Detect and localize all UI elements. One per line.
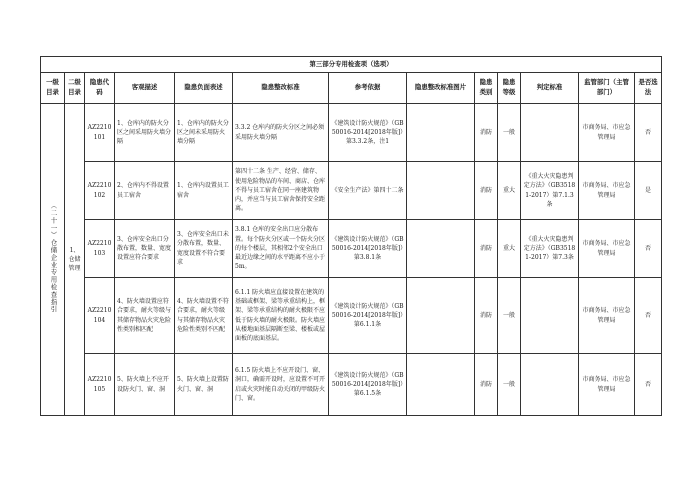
row-level: 一般 [498, 104, 521, 162]
row-negative: 3、仓库安全出口未分散布置，数量、宽度设置不符合要求 [175, 220, 233, 278]
row-standard: 3.3.2 仓库内的防火分区之间必须采用防火墙分隔 [233, 104, 329, 162]
row-department: 市商务局、市应急管理局 [579, 278, 635, 354]
header-level: 隐患等级 [498, 73, 521, 104]
row-negative: 4、防火墙设置不符合要求，耐火等级与其储存物品火灾危险性类别不匹配 [175, 278, 233, 354]
row-basis: 《建筑设计防火规范》（GB 50016-2014[2018年版]）第3.8.1条 [329, 220, 407, 278]
row-standard: 6.1.5 防火墙上不应开设门、窗、洞口，确需开设时，应设置不可开启或火灾时能自动关闭的甲级防火门、窗。 [233, 354, 329, 416]
row-code: AZ2210103 [85, 220, 115, 278]
row-image [407, 220, 475, 278]
row-code: AZ2210102 [85, 162, 115, 220]
table-row [41, 278, 662, 354]
row-description: 3、仓库安全出口分散布置，数量、宽度设置应符合要求 [115, 220, 175, 278]
table-row [41, 104, 662, 162]
header-basis: 参考依据 [329, 73, 407, 104]
header-category: 隐患类别 [475, 73, 498, 104]
inspection-table [40, 56, 662, 416]
level2-cell [65, 104, 85, 416]
header-criteria: 判定标准 [521, 73, 579, 104]
row-criteria: 《重大火灾隐患判定方法》（GB35181-2017）第7.3条 [521, 220, 579, 278]
row-category: 消防 [475, 162, 498, 220]
table-row [41, 354, 662, 416]
row-basis: 《建筑设计防火规范》（GB 50016-2014[2018年版]）第6.1.1条 [329, 278, 407, 354]
header-standard: 隐患整改标准 [233, 73, 329, 104]
table-row [41, 220, 662, 278]
row-code: AZ2210101 [85, 104, 115, 162]
row-criteria [521, 354, 579, 416]
header-description: 客观描述 [115, 73, 175, 104]
row-image [407, 278, 475, 354]
row-basis: 《安全生产法》第四十二条 [329, 162, 407, 220]
row-optional: 否 [635, 104, 662, 162]
header-department: 监管部门（主管部门） [579, 73, 635, 104]
level1-label: （二十一）仓储企业专用检查指引 [49, 202, 58, 314]
row-negative: 5、防火墙上设置防火门、窗、洞 [175, 354, 233, 416]
header-negative: 隐患负面表述 [175, 73, 233, 104]
row-criteria [521, 278, 579, 354]
row-description: 5、防火墙上不应开设防火门、窗、洞 [115, 354, 175, 416]
header-image: 隐患整改标准图片 [407, 73, 475, 104]
row-description: 2、仓库内不得设置员工宿舍 [115, 162, 175, 220]
row-category: 消防 [475, 104, 498, 162]
row-department: 市商务局、市应急管理局 [579, 104, 635, 162]
row-optional: 是 [635, 162, 662, 220]
row-department: 市商务局、市应急管理局 [579, 220, 635, 278]
row-optional: 否 [635, 220, 662, 278]
table-row [41, 162, 662, 220]
row-code: AZ2210104 [85, 278, 115, 354]
row-level: 一般 [498, 278, 521, 354]
row-department: 市商务局、市应急管理局 [579, 162, 635, 220]
row-image [407, 354, 475, 416]
row-standard: 6.1.1 防火墙应直接设置在建筑的基础或框架、梁等承重结构上，框架、梁等承重结构的耐火极限不应低于防火墙的耐火极限。防火墙应从楼地面基层隔断至梁、楼板或屋面板的底面基层。 [233, 278, 329, 354]
row-negative: 1、仓库内的防火分区之间未采用防火墙分隔 [175, 104, 233, 162]
row-negative: 1、仓库内设置员工宿舍 [175, 162, 233, 220]
inspection-table-page [40, 56, 661, 416]
header-level1: 一级目录 [41, 73, 65, 104]
row-department: 市商务局、市应急管理局 [579, 354, 635, 416]
row-level: 重大 [498, 220, 521, 278]
row-code: AZ2210105 [85, 354, 115, 416]
row-category: 消防 [475, 354, 498, 416]
row-level: 一般 [498, 354, 521, 416]
section-title: 第三部分专用检查项（选项） [41, 57, 662, 73]
row-optional: 否 [635, 354, 662, 416]
row-basis: 《建筑设计防火规范》（GB 50016-2014[2018年版]）第6.1.5条 [329, 354, 407, 416]
row-criteria: 《重大火灾隐患判定方法》（GB35181-2017）第7.1.3条 [521, 162, 579, 220]
row-description: 1、仓库内的防火分区之间采用防火墙分隔 [115, 104, 175, 162]
row-image [407, 104, 475, 162]
level1-cell [41, 104, 65, 416]
row-description: 4、防火墙设置应符合要求，耐火等级与其储存物品火灾危险性类别相匹配 [115, 278, 175, 354]
header-level2: 二级目录 [65, 73, 85, 104]
row-optional: 否 [635, 278, 662, 354]
row-category: 消防 [475, 220, 498, 278]
row-criteria [521, 104, 579, 162]
row-basis: 《建筑设计防火规范》（GB 50016-2014[2018年版]）第3.3.2条，注1 [329, 104, 407, 162]
row-standard: 第四十二条 生产、经营、储存、使用危险物品的车间、商店、仓库不得与员工宿舍在同一座建筑物内，并应当与员工宿舍保持安全距离。 [233, 162, 329, 220]
header-optional: 是否选法 [635, 73, 662, 104]
level2-label: 1、仓储管理 [68, 246, 81, 273]
row-category: 消防 [475, 278, 498, 354]
header-code: 隐患代码 [85, 73, 115, 104]
row-level: 重大 [498, 162, 521, 220]
row-standard: 3.8.1 仓库的安全出口应分散布置。每个防火分区或一个防火分区的每个楼层，其相邻2个安全出口最近边缘之间的水平距离不应小于5m。 [233, 220, 329, 278]
row-image [407, 162, 475, 220]
